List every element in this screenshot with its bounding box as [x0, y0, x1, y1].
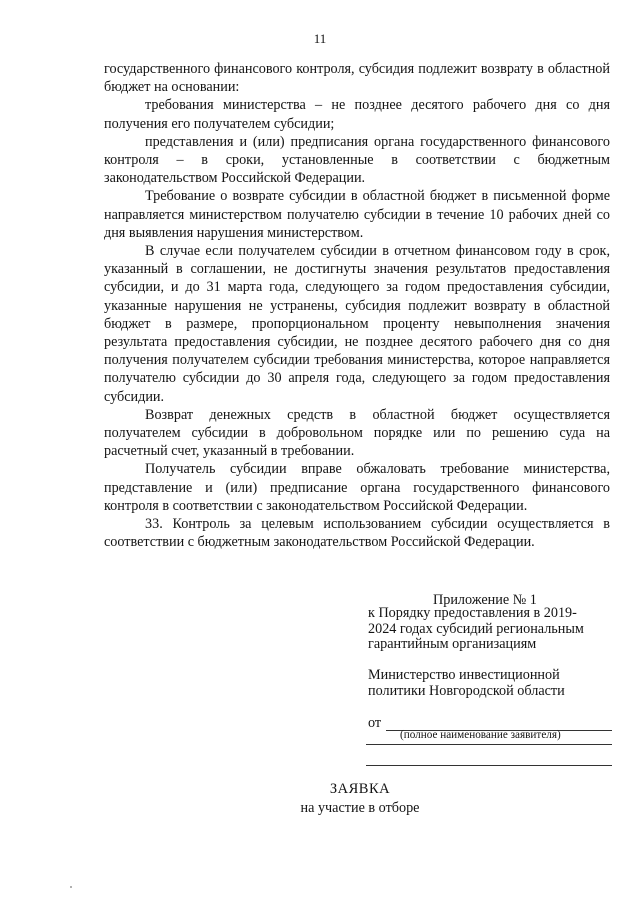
from-label: от: [368, 715, 382, 731]
blank-line: [366, 765, 612, 766]
paragraph: Получатель субсидии вправе обжаловать требование министерства, представление и (или) предписание органа государственного финансового контроля в соответствии с законодательством Российской Федерации.: [104, 461, 610, 514]
appendix-reference-line: к Порядку предоставления в 2019-: [368, 605, 577, 621]
appendix-reference-line: гарантийным организациям: [368, 636, 537, 652]
paragraph: Возврат денежных средств в областной бюджет осуществляется получателем субсидии в добровольном порядке или по решению суда на расчетный счет, указанный в требовании.: [104, 406, 610, 460]
paragraph: 33. Контроль за целевым использованием субсидии осуществляется в соответствии с бюджетным законодательством Российской Федерации.: [104, 516, 610, 551]
blank-line: [366, 744, 612, 745]
appendix-title: Приложение № 1: [433, 592, 537, 608]
form-subheading: на участие в отборе: [300, 800, 420, 816]
paragraph: Требование о возврате субсидии в областной бюджет в письменной форме направляется министерством получателю субсидии в течение 10 рабочих дней со дня выявления нарушения министерством.: [104, 188, 610, 241]
paragraph: В случае если получателем субсидии в отчетном финансовом году в срок, указанный в соглашении, не достигнуты значения результатов предоставления субсидии, и до 31 марта года, следующего за годом предоставления субсидии, указанные нарушения не устранены, субсидия подлежит возврату в областной бюджет в размере, пропорциональном проценту невыполнения значения результата предоставления субсидии, не позднее десятого рабочего дня со дня получения получателем субсидии требования министерства, которое направляется получателю субсидии до 30 апреля года, следующего за годом предоставления субсидии.: [104, 243, 610, 405]
paragraph: представления и (или) предписания органа государственного финансового контроля – в сроки, установленные в соответствии с бюджетным законодательством Российской Федерации.: [104, 133, 610, 187]
from-caption: (полное наименование заявителя): [400, 729, 561, 741]
paragraph: требования министерства – не позднее десятого рабочего дня со дня получения его получателем субсидии;: [104, 97, 610, 132]
form-heading: ЗАЯВКА: [329, 781, 391, 797]
ministry-line: Министерство инвестиционной: [368, 667, 560, 683]
ministry-address: [368, 668, 614, 699]
page-number: 11: [313, 31, 327, 46]
ministry-line: политики Новгородской области: [368, 682, 565, 699]
body-text: [104, 60, 610, 551]
scan-speck: [70, 886, 72, 888]
paragraph: государственного финансового контроля, субсидия подлежит возврату в областной бюджет на основании:: [104, 61, 610, 96]
appendix-reference: [368, 606, 614, 653]
appendix-reference-line: 2024 годах субсидий региональным: [368, 620, 584, 637]
